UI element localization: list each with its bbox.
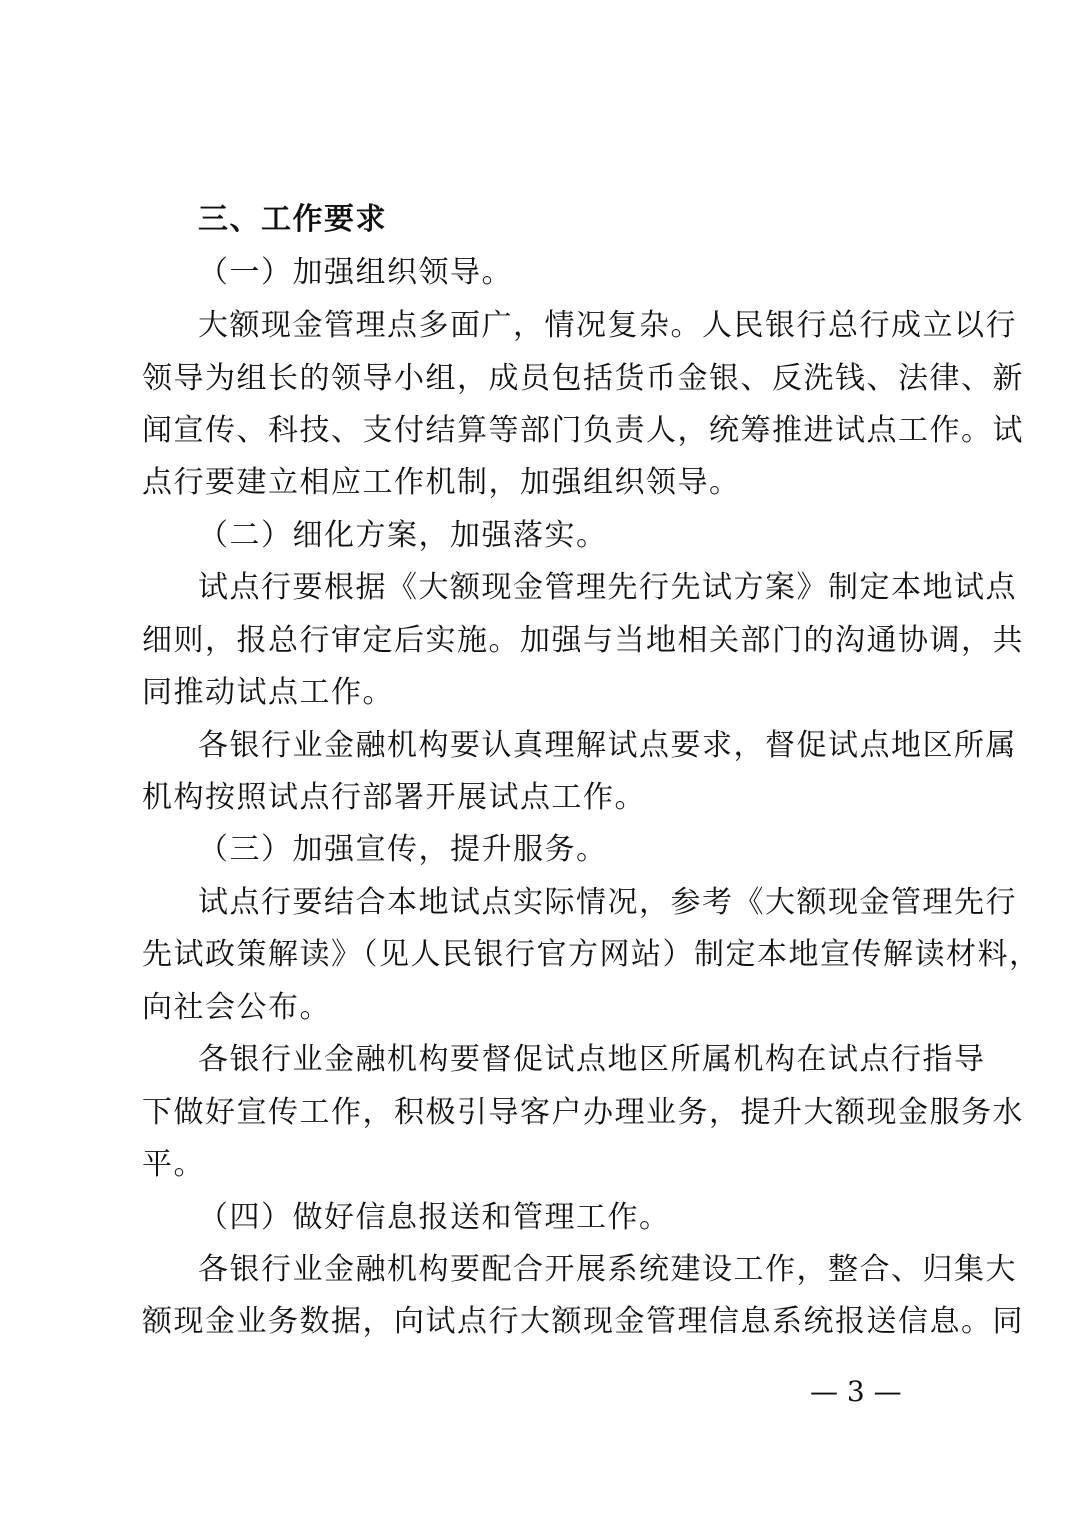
paragraph-1-line-3: 闻宣传、科技、支付结算等部门负责人，统筹推进试点工作。试 <box>142 413 1024 448</box>
paragraph-4-line-1: 试点行要结合本地试点实际情况，参考《大额现金管理先行 <box>198 885 1017 920</box>
paragraph-1-line-2: 领导为组长的领导小组，成员包括货币金银、反洗钱、法律、新 <box>142 361 1024 396</box>
subsection-title-3: （三）加强宣传，提升服务。 <box>198 832 608 867</box>
section-heading: 三、工作要求 <box>198 202 387 237</box>
paragraph-4-line-2: 先试政策解读》（见人民银行官方网站）制定本地宣传解读材料， <box>142 937 1041 972</box>
paragraph-2-line-2: 细则，报总行审定后实施。加强与当地相关部门的沟通协调，共 <box>142 623 1024 658</box>
subsection-title-4: （四）做好信息报送和管理工作。 <box>198 1200 671 1235</box>
paragraph-1-line-4: 点行要建立相应工作机制，加强组织领导。 <box>142 465 741 500</box>
subsection-title-1: （一）加强组织领导。 <box>198 255 513 290</box>
paragraph-3-line-2: 机构按照试点行部署开展试点工作。 <box>142 780 646 815</box>
paragraph-5-line-1: 各银行业金融机构要督促试点地区所属机构在试点行指导 <box>198 1042 986 1077</box>
page-number: — 3 — <box>810 1375 902 1408</box>
paragraph-5-line-2: 下做好宣传工作，积极引导客户办理业务，提升大额现金服务水 <box>142 1095 1024 1130</box>
paragraph-6-line-1: 各银行业金融机构要配合开展系统建设工作，整合、归集大 <box>198 1252 1017 1287</box>
subsection-title-2: （二）细化方案，加强落实。 <box>198 518 608 553</box>
paragraph-5-line-3: 平。 <box>142 1147 205 1182</box>
paragraph-2-line-1: 试点行要根据《大额现金管理先行先试方案》制定本地试点 <box>198 570 1017 605</box>
paragraph-2-line-3: 同推动试点工作。 <box>142 675 394 710</box>
paragraph-6-line-2: 额现金业务数据，向试点行大额现金管理信息系统报送信息。同 <box>142 1304 1024 1339</box>
paragraph-4-line-3: 向社会公布。 <box>142 990 331 1025</box>
paragraph-1-line-1: 大额现金管理点多面广，情况复杂。人民银行总行成立以行 <box>198 308 1017 343</box>
paragraph-3-line-1: 各银行业金融机构要认真理解试点要求，督促试点地区所属 <box>198 728 1017 763</box>
